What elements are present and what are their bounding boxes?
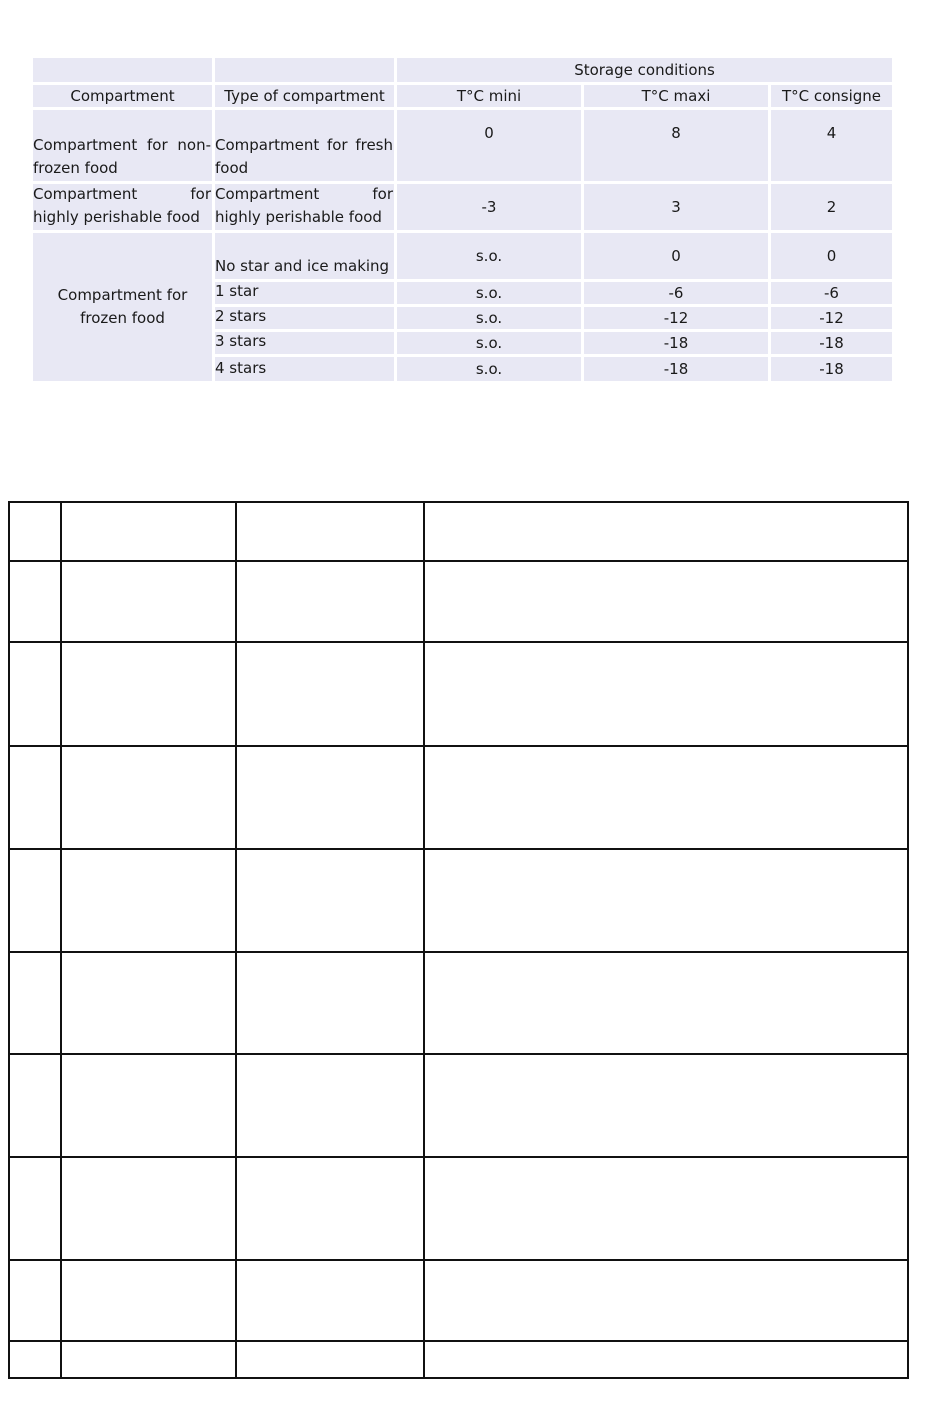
grid-row-divider	[10, 951, 907, 953]
row-perishable-compartment	[33, 184, 212, 230]
frozen-subrow-t-set: -18	[771, 332, 892, 354]
cell-text: Compartment for non-frozen food	[33, 136, 211, 177]
grid-row-divider	[10, 1156, 907, 1158]
grid-column-divider	[235, 503, 237, 1377]
frozen-subrow-t-max: -6	[584, 282, 768, 304]
frozen-subrow-type: 2 stars	[215, 307, 394, 329]
row-non-frozen-t-min: 0	[397, 110, 581, 181]
cell-text: Compartment for highly perishable food	[215, 185, 393, 226]
row-perishable-type	[215, 184, 394, 230]
grid-row-divider	[10, 560, 907, 562]
frozen-subrow-t-max: -18	[584, 357, 768, 381]
grid-row-divider	[10, 1053, 907, 1055]
t-set-column-header: T°C consigne	[771, 85, 892, 107]
frozen-subrow-type: 1 star	[215, 282, 394, 304]
storage-conditions-header: Storage conditions	[397, 58, 892, 82]
frozen-subrow-t-set: -12	[771, 307, 892, 329]
frozen-subrow-t-min: s.o.	[397, 307, 581, 329]
grid-column-divider	[423, 503, 425, 1377]
frozen-subrow-t-max: -18	[584, 332, 768, 354]
row-non-frozen-t-max: 8	[584, 110, 768, 181]
frozen-subrow-t-min: s.o.	[397, 332, 581, 354]
row-perishable-t-min: -3	[397, 184, 581, 230]
row-non-frozen-type	[215, 110, 394, 181]
cell-text: Compartment for highly perishable food	[33, 185, 211, 226]
frozen-subrow-t-min: s.o.	[397, 282, 581, 304]
blank-grid-table	[8, 501, 909, 1379]
grid-column-divider	[60, 503, 62, 1377]
grid-row-divider	[10, 1259, 907, 1261]
grid-row-divider	[10, 1340, 907, 1342]
compartment-column-header: Compartment	[33, 85, 212, 107]
row-non-frozen-t-set: 4	[771, 110, 892, 181]
grid-row-divider	[10, 641, 907, 643]
frozen-subrow-t-set: -18	[771, 357, 892, 381]
storage-conditions-table	[33, 58, 892, 381]
frozen-subrow-type: 4 stars	[215, 357, 394, 381]
row-perishable-t-max: 3	[584, 184, 768, 230]
cell-text: Compartment for fresh food	[215, 136, 393, 177]
t-min-column-header: T°C mini	[397, 85, 581, 107]
frozen-subrow-t-max: 0	[584, 233, 768, 279]
frozen-subrow-t-max: -12	[584, 307, 768, 329]
header-blank-compartment	[33, 58, 212, 82]
frozen-subrow-type: No star and ice making	[215, 233, 394, 279]
row-frozen-compartment: Compartment for frozen food	[33, 233, 212, 381]
grid-row-divider	[10, 848, 907, 850]
header-blank-type	[215, 58, 394, 82]
frozen-subrow-t-set: -6	[771, 282, 892, 304]
row-non-frozen-compartment	[33, 110, 212, 181]
frozen-subrow-type: 3 stars	[215, 332, 394, 354]
grid-row-divider	[10, 745, 907, 747]
frozen-subrow-t-set: 0	[771, 233, 892, 279]
t-max-column-header: T°C maxi	[584, 85, 768, 107]
row-perishable-t-set: 2	[771, 184, 892, 230]
frozen-subrow-t-min: s.o.	[397, 233, 581, 279]
type-column-header: Type of compartment	[215, 85, 394, 107]
frozen-subrow-t-min: s.o.	[397, 357, 581, 381]
